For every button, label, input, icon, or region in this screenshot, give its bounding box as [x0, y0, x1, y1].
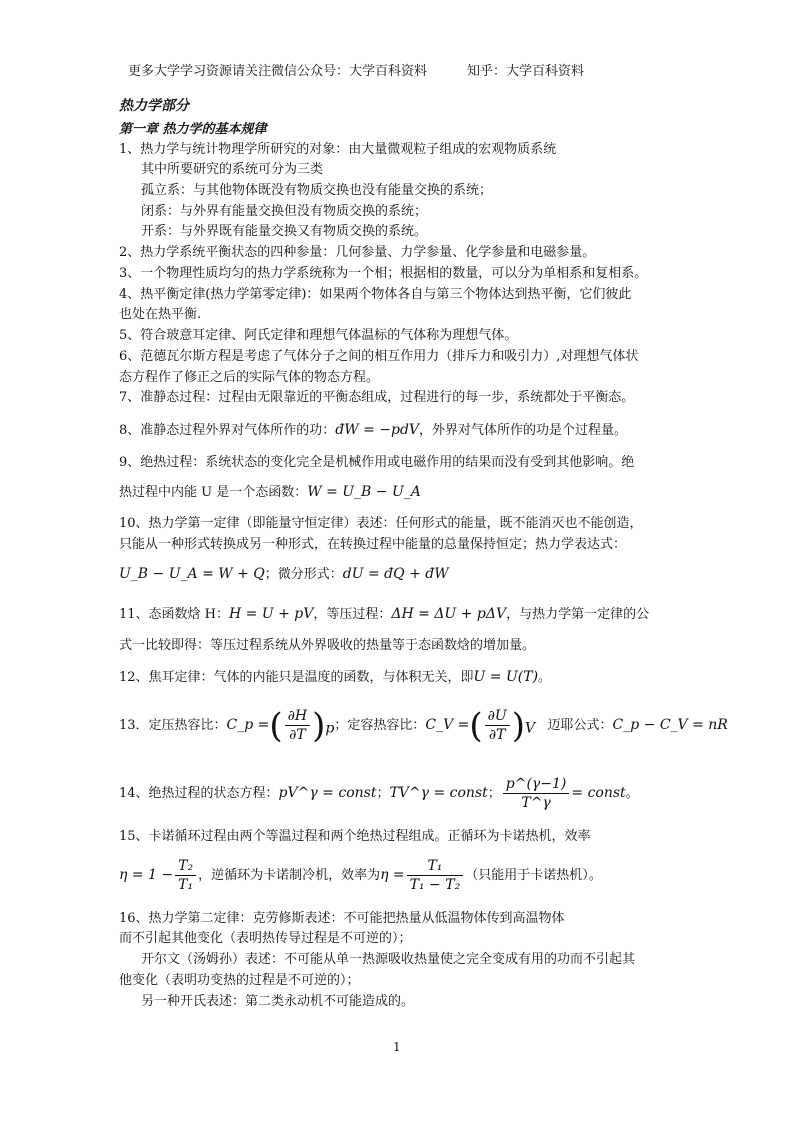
item-15-formula: η = 1 − $\frac{\text{T₂}}{\text{T₁}}$ ，逆循环为卡诺制冷机，效率为η = $\frac{\text{T₁}}{\text{T₁ − T₂}}$ （只能用于卡诺热机）。 — [119, 858, 602, 893]
adiabatic-tv: TV^γ = const — [389, 785, 488, 801]
item-12: 12、焦耳定律：气体的内能只是温度的函数，与体积无关，即U = U(T)。 — [119, 669, 552, 685]
item-10-cont: 只能从一种形式转换成另一种形式，在转换过程中能量的总量保持恒定；热力学表达式： — [119, 537, 627, 552]
adiabatic-work-formula: W = U_B − U_A — [307, 484, 421, 500]
item-4-cont: 也处在热平衡. — [119, 307, 202, 322]
item-9-cont: 热过程中内能 U 是一个态函数：W = U_B − U_A — [119, 484, 421, 500]
enthalpy-formula: H = U + pV — [229, 606, 314, 622]
item-6-cont: 态方程作了修正之后的实际气体的物态方程。 — [119, 370, 380, 385]
cv-label: C_V = — [425, 717, 470, 733]
joule-formula: U = U(T) — [473, 669, 539, 685]
item-16-kelvin: 开尔文（汤姆孙）表述：不可能从单一热源吸收热量使之完全变成有用的功而不引起其 — [141, 952, 636, 967]
item-13: 13．定压热容比：C_p =( $\frac{\partial H}{\partial T}$ )$_p$；定容热容比：C_V =( $\frac{\partial U}{\partial T}$ )$_V$ 迈耶公式：C_p − C_V = nR — [119, 705, 728, 746]
header-left: 更多大学学习资源请关注微信公众号：大学百科资料 — [128, 64, 428, 79]
adiabatic-pt-fraction: $\frac{p\^{}(\gamma-1)}{T\^{}\gamma}$ — [503, 775, 570, 812]
item-16-kelvin-cont: 他变化（表明功变热的过程是不可逆的）； — [119, 973, 360, 988]
part-title: 热力学部分 — [119, 98, 189, 114]
item-1: 1、热力学与统计物理学所研究的对象：由大量微观粒子组成的宏观物质系统 — [119, 142, 557, 157]
item-11: 11、态函数焓 H：H = U + pV，等压过程：ΔH = ΔU + pΔV，与热力学第一定律的公 — [119, 606, 650, 622]
item-1-closed: 闭系：与外界有能量交换但没有物质交换的系统； — [141, 204, 428, 219]
page-header — [128, 60, 584, 79]
mayer-formula: C_p − C_V = nR — [612, 717, 728, 733]
header-right: 知乎：大学百科资料 — [467, 64, 585, 79]
cv-fraction: $\frac{\partial U}{\partial T}$ — [485, 707, 510, 744]
item-5: 5、符合玻意耳定律、阿氏定律和理想气体温标的气体称为理想气体。 — [119, 328, 518, 343]
item-9: 9、绝热过程：系统状态的变化完全是机械作用或电磁作用的结果而没有受到其他影响。绝 — [119, 455, 635, 470]
item-6: 6、范德瓦尔斯方程是考虑了气体分子之间的相互作用力（排斥力和吸引力）,对理想气体状 — [119, 349, 639, 364]
carnot-efficiency-fraction: $\frac{\text{T₂}}{\text{T₁}}$ — [175, 857, 196, 894]
first-law-formula: U_B − U_A = W + Q — [119, 566, 265, 582]
item-15: 15、卡诺循环过程由两个等温过程和两个绝热过程组成。正循环为卡诺热机，效率 — [119, 829, 591, 844]
item-14: 14、绝热过程的状态方程：pV^γ = const；TV^γ = const； $\frac{p\^{}(\gamma-1)}{T\^{}\gamma}$ = const。 — [119, 776, 639, 811]
item-7: 7、准静态过程：过程由无限靠近的平衡态组成，过程进行的每一步，系统都处于平衡态。 — [119, 390, 635, 405]
cp-fraction: $\frac{\partial H}{\partial T}$ — [285, 707, 310, 744]
isobaric-formula: ΔH = ΔU + pΔV — [391, 606, 507, 622]
item-10: 10、热力学第一定律（即能量守恒定律）表述：任何形式的能量，既不能消灭也不能创造， — [119, 516, 643, 531]
item-16-ostwald: 另一种开氏表述：第二类永动机不可能造成的。 — [141, 994, 415, 1009]
item-16-cont: 而不引起其他变化（表明热传导过程是不可逆的）； — [119, 931, 412, 946]
item-2: 2、热力学系统平衡状态的四种参量：几何参量、力学参量、化学参量和电磁参量。 — [119, 245, 596, 260]
first-law-differential: dU = đQ + đW — [342, 566, 449, 582]
item-1-sub: 其中所要研究的系统可分为三类 — [141, 162, 324, 177]
carnot-refrigerator-fraction: $\frac{\text{T₁}}{\text{T₁ − T₂}}$ — [407, 857, 464, 894]
item-3: 3、一个物理性质均匀的热力学系统称为一个相；根据相的数量，可以分为单相系和复相系。 — [119, 266, 648, 281]
item-10-formula: U_B − U_A = W + Q；微分形式：dU = đQ + đW — [119, 566, 449, 582]
cp-label: C_p = — [226, 717, 270, 733]
work-formula: đW = −pdV — [335, 422, 420, 438]
item-16: 16、热力学第二定律：克劳修斯表述：不可能把热量从低温物体传到高温物体 — [119, 911, 565, 926]
adiabatic-pv: pV^γ = const — [278, 785, 377, 801]
item-1-open: 开系：与外界既有能量交换又有物质交换的系统。 — [141, 224, 428, 239]
chapter-title: 第一章 热力学的基本规律 — [119, 122, 267, 137]
item-8: 8、准静态过程外界对气体所作的功：đW = −pdV，外界对气体所作的功是个过程量。 — [119, 422, 628, 438]
page-number: 1 — [393, 1040, 401, 1054]
item-4: 4、热平衡定律(热力学第零定律)：如果两个物体各自与第三个物体达到热平衡，它们彼此 — [119, 287, 632, 302]
item-11-cont: 式一比较即得：等压过程系统从外界吸收的热量等于态函数焓的增加量。 — [119, 638, 536, 653]
item-1-isolated: 孤立系：与其他物体既没有物质交换也没有能量交换的系统； — [141, 183, 493, 198]
